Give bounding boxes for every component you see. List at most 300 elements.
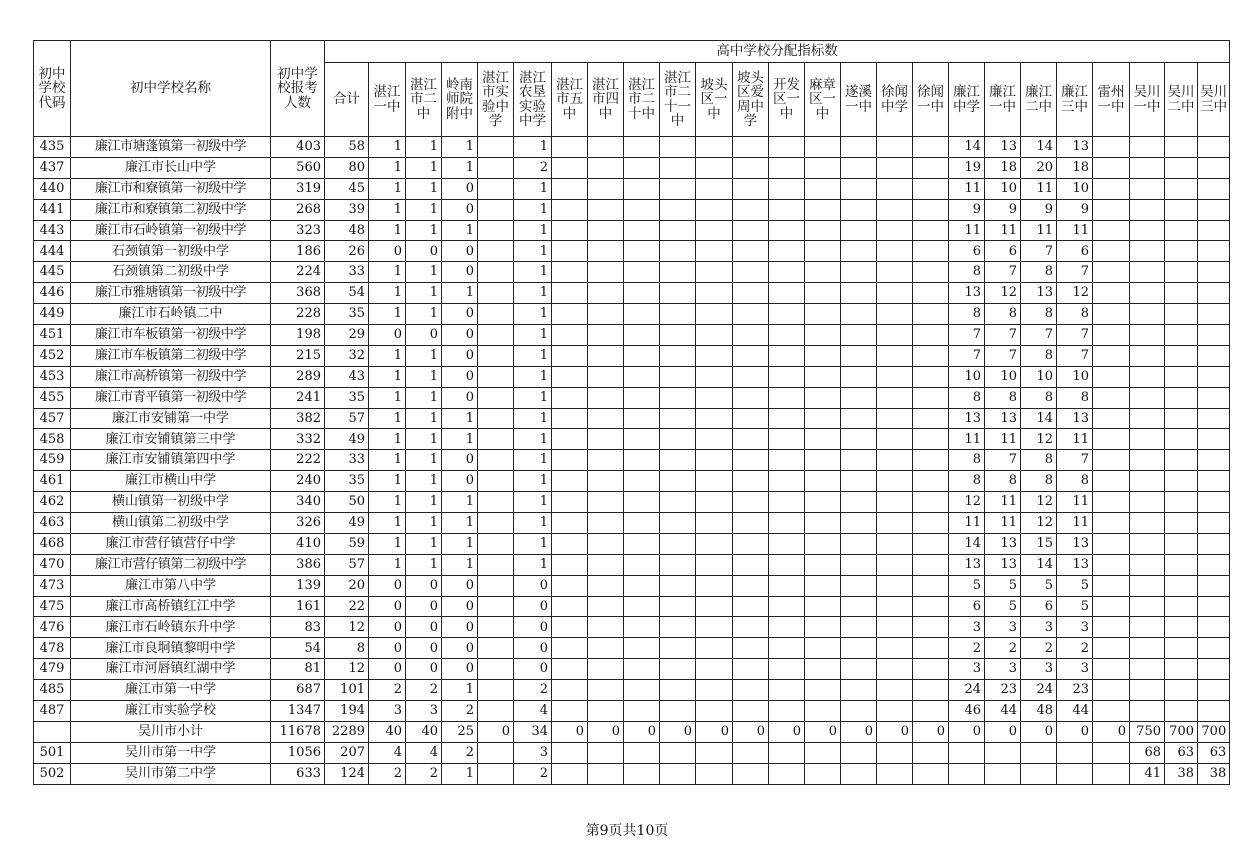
- quota-cell: 8: [949, 450, 985, 471]
- quota-cell: 3: [985, 617, 1021, 638]
- header-col: 开发区一中: [769, 63, 805, 137]
- quota-cell: 25: [442, 721, 478, 742]
- quota-cell: [877, 199, 913, 220]
- quota-cell: 26: [325, 241, 369, 262]
- quota-cell: [805, 450, 841, 471]
- quota-cell: 48: [325, 220, 369, 241]
- quota-cell: [769, 680, 805, 701]
- school-code: 458: [34, 429, 71, 450]
- quota-cell: [769, 137, 805, 158]
- quota-cell: [1130, 638, 1165, 659]
- quota-cell: 35: [325, 304, 369, 325]
- quota-cell: [913, 199, 949, 220]
- quota-cell: 0: [514, 617, 552, 638]
- quota-cell: [769, 659, 805, 680]
- quota-cell: [552, 617, 588, 638]
- quota-cell: [769, 387, 805, 408]
- quota-cell: 40: [406, 721, 442, 742]
- quota-cell: [1198, 701, 1230, 722]
- school-code: 437: [34, 157, 71, 178]
- quota-cell: 0: [442, 366, 478, 387]
- quota-cell: [660, 304, 696, 325]
- quota-cell: [733, 638, 769, 659]
- quota-cell: [660, 533, 696, 554]
- quota-cell: [624, 157, 660, 178]
- quota-cell: 8: [949, 304, 985, 325]
- quota-cell: [588, 533, 624, 554]
- quota-cell: [696, 345, 733, 366]
- table-row: [34, 450, 1230, 471]
- quota-cell: [660, 366, 696, 387]
- quota-cell: [805, 178, 841, 199]
- quota-cell: 1: [406, 513, 442, 534]
- school-name: 廉江市安铺镇第四中学: [71, 450, 271, 471]
- quota-cell: [1130, 366, 1165, 387]
- quota-cell: [1165, 471, 1198, 492]
- quota-cell: [1165, 199, 1198, 220]
- quota-cell: [769, 366, 805, 387]
- quota-cell: [552, 701, 588, 722]
- school-name: 廉江市塘蓬镇第一初级中学: [71, 137, 271, 158]
- quota-cell: [805, 241, 841, 262]
- quota-cell: [841, 638, 877, 659]
- quota-cell: 2: [406, 680, 442, 701]
- quota-cell: 0: [1093, 721, 1130, 742]
- quota-cell: [877, 137, 913, 158]
- quota-cell: [841, 450, 877, 471]
- header-col: 湛江市实验中学: [478, 63, 514, 137]
- quota-cell: [696, 429, 733, 450]
- quota-cell: 11: [949, 178, 985, 199]
- quota-cell: 1: [369, 513, 406, 534]
- school-name: 廉江市车板镇第二初级中学: [71, 345, 271, 366]
- quota-cell: [660, 659, 696, 680]
- quota-cell: [696, 554, 733, 575]
- quota-cell: [913, 220, 949, 241]
- quota-cell: [877, 575, 913, 596]
- quota-cell: [1093, 763, 1130, 784]
- header-col: 湛江市四中: [588, 63, 624, 137]
- applicants-cell: 403: [271, 137, 325, 158]
- quota-cell: [1198, 137, 1230, 158]
- school-name: 廉江市和寮镇第一初级中学: [71, 178, 271, 199]
- quota-cell: [841, 325, 877, 346]
- applicants-cell: 633: [271, 763, 325, 784]
- quota-cell: [1093, 638, 1130, 659]
- quota-cell: 0: [877, 721, 913, 742]
- quota-cell: [552, 575, 588, 596]
- quota-cell: [588, 680, 624, 701]
- quota-cell: [877, 533, 913, 554]
- header-code: 初中学校代码: [34, 41, 71, 137]
- quota-cell: [624, 241, 660, 262]
- quota-cell: 1: [514, 471, 552, 492]
- header-name: 初中学校名称: [71, 41, 271, 137]
- quota-cell: 0: [369, 617, 406, 638]
- quota-cell: [1198, 429, 1230, 450]
- header-col: 湛江市二十一中: [660, 63, 696, 137]
- table-row: [34, 680, 1230, 701]
- header-col: 廉江三中: [1057, 63, 1093, 137]
- quota-cell: 2: [1057, 638, 1093, 659]
- quota-cell: [1198, 220, 1230, 241]
- quota-cell: [769, 283, 805, 304]
- school-code: 478: [34, 638, 71, 659]
- header-col: 岭南师院附中: [442, 63, 478, 137]
- header-col: 合计: [325, 63, 369, 137]
- school-name: 吴川市小计: [71, 721, 271, 742]
- quota-cell: 8: [985, 387, 1021, 408]
- quota-cell: 1: [369, 408, 406, 429]
- quota-cell: 3: [985, 659, 1021, 680]
- quota-cell: [478, 199, 514, 220]
- quota-cell: 7: [985, 325, 1021, 346]
- quota-cell: [624, 429, 660, 450]
- quota-cell: [805, 220, 841, 241]
- quota-cell: 5: [1057, 575, 1093, 596]
- quota-cell: [696, 471, 733, 492]
- quota-cell: [696, 220, 733, 241]
- quota-cell: [660, 638, 696, 659]
- quota-cell: [1198, 283, 1230, 304]
- quota-cell: 1: [406, 533, 442, 554]
- quota-cell: 13: [949, 283, 985, 304]
- header-col: 廉江二中: [1021, 63, 1057, 137]
- quota-cell: [841, 157, 877, 178]
- table-row: [34, 304, 1230, 325]
- quota-cell: 0: [841, 721, 877, 742]
- quota-cell: [913, 575, 949, 596]
- quota-cell: [588, 345, 624, 366]
- quota-cell: [1130, 325, 1165, 346]
- quota-cell: [588, 220, 624, 241]
- quota-cell: [877, 178, 913, 199]
- quota-cell: [1130, 157, 1165, 178]
- quota-cell: [877, 659, 913, 680]
- quota-cell: 1: [406, 157, 442, 178]
- quota-cell: [588, 575, 624, 596]
- quota-cell: 9: [949, 199, 985, 220]
- table-row: [34, 325, 1230, 346]
- school-code: 473: [34, 575, 71, 596]
- quota-cell: [552, 157, 588, 178]
- school-name: 廉江市车板镇第一初级中学: [71, 325, 271, 346]
- quota-cell: [1130, 492, 1165, 513]
- quota-cell: 1: [406, 262, 442, 283]
- quota-cell: 7: [985, 450, 1021, 471]
- quota-cell: [624, 178, 660, 199]
- quota-cell: 3: [406, 701, 442, 722]
- quota-cell: [1198, 325, 1230, 346]
- quota-cell: [660, 492, 696, 513]
- quota-cell: [1165, 241, 1198, 262]
- quota-cell: [841, 763, 877, 784]
- quota-cell: 7: [985, 345, 1021, 366]
- quota-cell: 1: [514, 513, 552, 534]
- quota-cell: [805, 554, 841, 575]
- quota-cell: [1198, 199, 1230, 220]
- quota-cell: 0: [805, 721, 841, 742]
- quota-cell: [1093, 408, 1130, 429]
- quota-cell: [877, 701, 913, 722]
- quota-cell: [805, 137, 841, 158]
- school-code: 485: [34, 680, 71, 701]
- quota-cell: [913, 659, 949, 680]
- quota-cell: [1093, 220, 1130, 241]
- table-row: [34, 387, 1230, 408]
- quota-cell: [478, 513, 514, 534]
- quota-cell: 1: [406, 137, 442, 158]
- quota-cell: 0: [442, 345, 478, 366]
- quota-cell: [805, 680, 841, 701]
- quota-cell: [985, 742, 1021, 763]
- quota-cell: [877, 366, 913, 387]
- school-code: 501: [34, 742, 71, 763]
- quota-cell: [769, 178, 805, 199]
- quota-cell: [478, 554, 514, 575]
- quota-cell: [588, 513, 624, 534]
- quota-cell: [913, 345, 949, 366]
- quota-cell: [1198, 513, 1230, 534]
- header-col: 徐闻一中: [913, 63, 949, 137]
- quota-cell: [478, 220, 514, 241]
- quota-cell: [588, 241, 624, 262]
- quota-cell: [733, 429, 769, 450]
- quota-cell: 0: [442, 304, 478, 325]
- quota-cell: [733, 366, 769, 387]
- quota-cell: [696, 492, 733, 513]
- quota-cell: [1057, 742, 1093, 763]
- quota-cell: [841, 387, 877, 408]
- quota-cell: [877, 157, 913, 178]
- table-row: [34, 262, 1230, 283]
- quota-cell: 13: [985, 554, 1021, 575]
- quota-cell: 35: [325, 387, 369, 408]
- quota-cell: [1093, 492, 1130, 513]
- quota-cell: [1165, 366, 1198, 387]
- quota-cell: [733, 262, 769, 283]
- table-row: [34, 220, 1230, 241]
- quota-cell: [1093, 345, 1130, 366]
- quota-cell: [624, 366, 660, 387]
- quota-cell: 0: [406, 325, 442, 346]
- quota-cell: [696, 596, 733, 617]
- quota-cell: 11: [949, 513, 985, 534]
- quota-cell: [478, 178, 514, 199]
- quota-cell: [913, 763, 949, 784]
- quota-cell: [696, 304, 733, 325]
- school-name: 廉江市石岭镇第一初级中学: [71, 220, 271, 241]
- quota-cell: [1093, 742, 1130, 763]
- quota-cell: 14: [1021, 137, 1057, 158]
- quota-cell: [769, 199, 805, 220]
- quota-cell: [1198, 366, 1230, 387]
- quota-cell: [913, 513, 949, 534]
- quota-cell: 4: [369, 742, 406, 763]
- quota-cell: 0: [406, 575, 442, 596]
- quota-cell: [733, 492, 769, 513]
- subtotal-row: [34, 721, 1230, 742]
- quota-cell: [660, 345, 696, 366]
- quota-cell: 22: [325, 596, 369, 617]
- quota-cell: 7: [949, 325, 985, 346]
- quota-cell: [841, 429, 877, 450]
- table-row: [34, 345, 1230, 366]
- quota-cell: [624, 450, 660, 471]
- quota-cell: [841, 199, 877, 220]
- applicants-cell: 241: [271, 387, 325, 408]
- quota-cell: [841, 659, 877, 680]
- quota-cell: [949, 742, 985, 763]
- quota-cell: [805, 763, 841, 784]
- quota-cell: 12: [1057, 283, 1093, 304]
- quota-cell: [913, 262, 949, 283]
- quota-cell: [660, 137, 696, 158]
- quota-cell: 1: [369, 304, 406, 325]
- applicants-cell: 323: [271, 220, 325, 241]
- quota-cell: [841, 220, 877, 241]
- quota-cell: 0: [369, 241, 406, 262]
- quota-cell: 7: [985, 262, 1021, 283]
- quota-cell: 0: [514, 575, 552, 596]
- quota-cell: 2: [514, 157, 552, 178]
- table-row: [34, 366, 1230, 387]
- quota-cell: [1130, 513, 1165, 534]
- quota-cell: [1165, 262, 1198, 283]
- quota-cell: [877, 283, 913, 304]
- quota-cell: [769, 408, 805, 429]
- quota-cell: [913, 492, 949, 513]
- header-col: 吴川三中: [1198, 63, 1230, 137]
- quota-cell: [805, 157, 841, 178]
- quota-cell: [877, 680, 913, 701]
- table-row: [34, 575, 1230, 596]
- school-code: 455: [34, 387, 71, 408]
- quota-cell: [552, 471, 588, 492]
- quota-cell: [733, 325, 769, 346]
- school-name: 廉江市横山中学: [71, 471, 271, 492]
- quota-cell: 12: [1021, 429, 1057, 450]
- quota-cell: 1: [406, 492, 442, 513]
- quota-cell: 12: [325, 659, 369, 680]
- school-code: 463: [34, 513, 71, 534]
- quota-cell: [478, 283, 514, 304]
- quota-cell: 1: [369, 429, 406, 450]
- table-row: [34, 137, 1230, 158]
- quota-cell: [1130, 220, 1165, 241]
- quota-cell: [769, 450, 805, 471]
- quota-cell: [478, 137, 514, 158]
- quota-cell: [1093, 513, 1130, 534]
- quota-cell: [478, 596, 514, 617]
- quota-cell: [1165, 659, 1198, 680]
- quota-cell: 11: [1057, 220, 1093, 241]
- quota-cell: 9: [1021, 199, 1057, 220]
- school-code: 435: [34, 137, 71, 158]
- quota-cell: [1198, 533, 1230, 554]
- quota-cell: 750: [1130, 721, 1165, 742]
- quota-cell: 1: [442, 533, 478, 554]
- quota-cell: 0: [588, 721, 624, 742]
- quota-cell: 8: [1021, 304, 1057, 325]
- quota-cell: [478, 304, 514, 325]
- quota-cell: 7: [1057, 325, 1093, 346]
- quota-cell: [696, 701, 733, 722]
- quota-cell: [1021, 742, 1057, 763]
- quota-cell: 50: [325, 492, 369, 513]
- quota-cell: [624, 137, 660, 158]
- quota-cell: [841, 345, 877, 366]
- quota-cell: 12: [1021, 513, 1057, 534]
- quota-cell: 11: [985, 220, 1021, 241]
- quota-cell: [624, 262, 660, 283]
- quota-cell: [588, 137, 624, 158]
- quota-cell: [588, 262, 624, 283]
- applicants-cell: 222: [271, 450, 325, 471]
- quota-cell: [696, 283, 733, 304]
- quota-cell: [696, 575, 733, 596]
- quota-cell: [913, 429, 949, 450]
- quota-cell: [805, 638, 841, 659]
- quota-cell: [660, 241, 696, 262]
- applicants-cell: 240: [271, 471, 325, 492]
- quota-cell: [588, 199, 624, 220]
- quota-cell: 4: [406, 742, 442, 763]
- quota-cell: 1: [406, 366, 442, 387]
- quota-cell: [696, 513, 733, 534]
- quota-cell: [841, 554, 877, 575]
- quota-cell: [733, 680, 769, 701]
- quota-cell: 1: [442, 492, 478, 513]
- table-row: [34, 492, 1230, 513]
- quota-cell: [624, 596, 660, 617]
- quota-cell: [478, 680, 514, 701]
- quota-cell: [1165, 408, 1198, 429]
- school-name: 廉江市营仔镇第二初级中学: [71, 554, 271, 575]
- header-col: 遂溪一中: [841, 63, 877, 137]
- quota-cell: [913, 638, 949, 659]
- quota-cell: [1130, 304, 1165, 325]
- quota-cell: 39: [325, 199, 369, 220]
- quota-cell: 2: [369, 763, 406, 784]
- quota-cell: [1093, 701, 1130, 722]
- quota-cell: 32: [325, 345, 369, 366]
- quota-cell: [1130, 241, 1165, 262]
- quota-cell: 0: [949, 721, 985, 742]
- quota-cell: [841, 283, 877, 304]
- quota-cell: [696, 742, 733, 763]
- quota-cell: 1: [406, 178, 442, 199]
- quota-cell: [733, 763, 769, 784]
- school-name: 吴川市第二中学: [71, 763, 271, 784]
- quota-cell: 3: [1057, 617, 1093, 638]
- quota-cell: 1: [369, 554, 406, 575]
- quota-cell: [913, 742, 949, 763]
- quota-cell: [733, 533, 769, 554]
- table-row: [34, 596, 1230, 617]
- quota-cell: [1198, 304, 1230, 325]
- quota-cell: [769, 325, 805, 346]
- quota-cell: [1130, 554, 1165, 575]
- school-name: 廉江市安铺镇第三中学: [71, 429, 271, 450]
- quota-cell: [588, 554, 624, 575]
- quota-cell: [588, 304, 624, 325]
- header-col: 湛江农垦实验中学: [514, 63, 552, 137]
- school-name: 廉江市良垌镇黎明中学: [71, 638, 271, 659]
- quota-cell: 1: [514, 304, 552, 325]
- quota-cell: [805, 701, 841, 722]
- quota-cell: [478, 450, 514, 471]
